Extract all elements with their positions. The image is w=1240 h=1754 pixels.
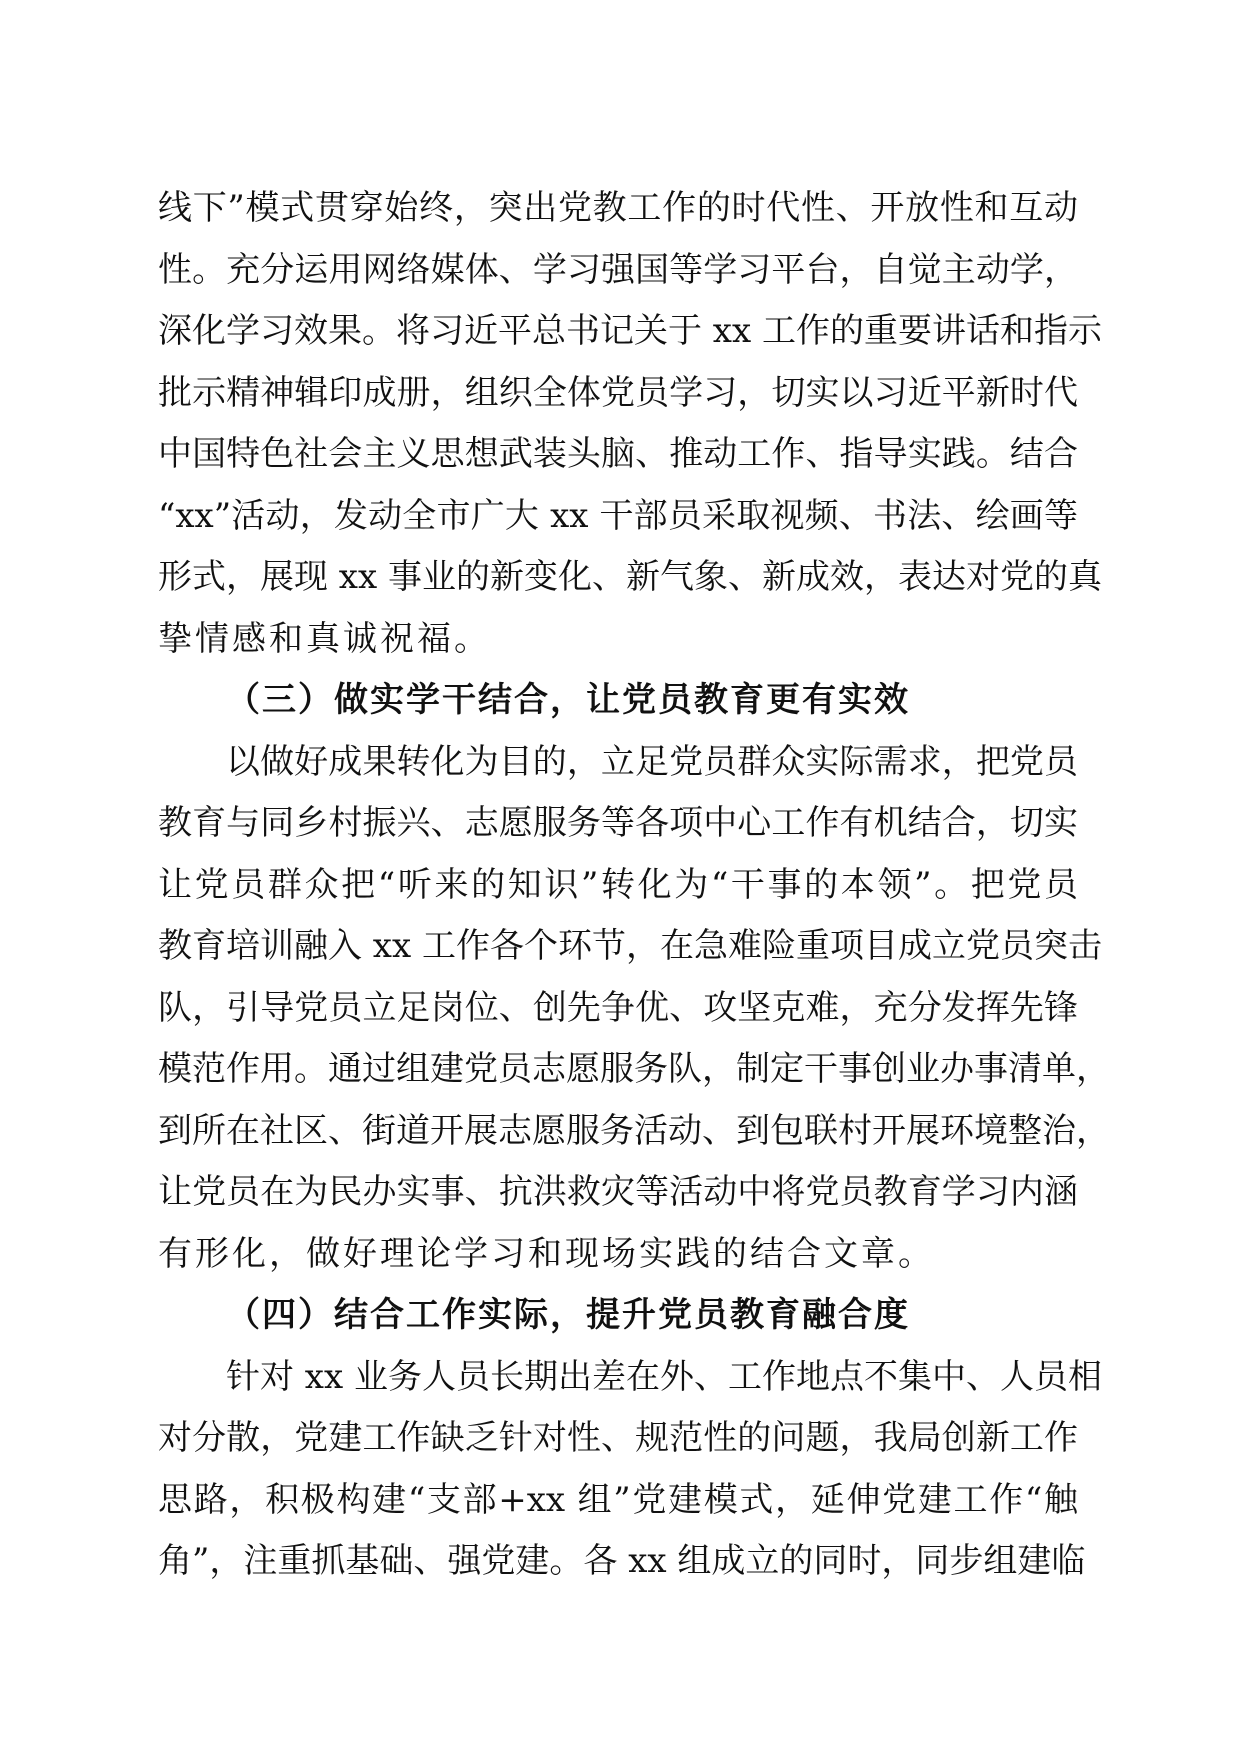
text-line: 针对 xx 业务人员长期出差在外、工作地点不集中、人员相	[226, 1356, 1102, 1397]
text-line: 中国特色社会主义思想武装头脑、推动工作、指导实践。结合	[158, 434, 1078, 474]
text-line: “xx”活动，发动全市广大 xx 干部员采取视频、书法、绘画等	[158, 495, 1078, 536]
text-line: 对分散，党建工作缺乏针对性、规范性的问题，我局创新工作	[158, 1418, 1078, 1458]
text-line: 让党员在为民办实事、抗洪救灾等活动中将党员教育学习内涵	[158, 1172, 1078, 1212]
paragraph-2	[158, 732, 1110, 1286]
text-line: 队，引导党员立足岗位、创先争优、攻坚克难，充分发挥先锋	[158, 987, 1078, 1028]
text-line: 到所在社区、街道开展志愿服务活动、到包联村开展环境整治，	[158, 1110, 1110, 1151]
text-line: 形式，展现 xx 事业的新变化、新气象、新成效，表达对党的真	[158, 557, 1102, 597]
section-heading-4: （四）结合工作实际，提升党员教育融合度	[226, 1295, 910, 1335]
text-line: 挚情感和真诚祝福。	[158, 618, 491, 659]
text-line: 让党员群众把“听来的知识”转化为“干事的本领”。把党员	[158, 864, 1078, 905]
text-line: 模范作用。通过组建党员志愿服务队，制定干事创业办事清单，	[158, 1049, 1110, 1089]
text-line: 有形化，做好理论学习和现场实践的结合文章。	[158, 1233, 935, 1274]
text-line: 深化学习效果。将习近平总书记关于 xx 工作的重要讲话和指示	[158, 311, 1102, 351]
text-line: 教育与同乡村振兴、志愿服务等各项中心工作有机结合，切实	[158, 803, 1078, 843]
text-line: 角”，注重抓基础、强党建。各 xx 组成立的同时，同步组建临	[158, 1541, 1086, 1581]
text-line: 以做好成果转化为目的，立足党员群众实际需求，把党员	[226, 741, 1078, 782]
text-line: 性。充分运用网络媒体、学习强国等学习平台，自觉主动学，	[158, 249, 1078, 290]
text-line: 线下”模式贯穿始终，突出党教工作的时代性、开放性和互动	[158, 188, 1078, 228]
paragraph-3	[158, 1347, 1102, 1593]
document-body	[158, 178, 1110, 1593]
section-heading-3: （三）做实学干结合，让党员教育更有实效	[226, 680, 910, 720]
text-line: 思路，积极构建“支部+xx 组”党建模式，延伸党建工作“触	[158, 1479, 1078, 1520]
paragraph-1	[158, 178, 1102, 670]
text-line: 批示精神辑印成册，组织全体党员学习，切实以习近平新时代	[158, 372, 1078, 413]
text-line: 教育培训融入 xx 工作各个环节，在急难险重项目成立党员突击	[158, 926, 1102, 966]
